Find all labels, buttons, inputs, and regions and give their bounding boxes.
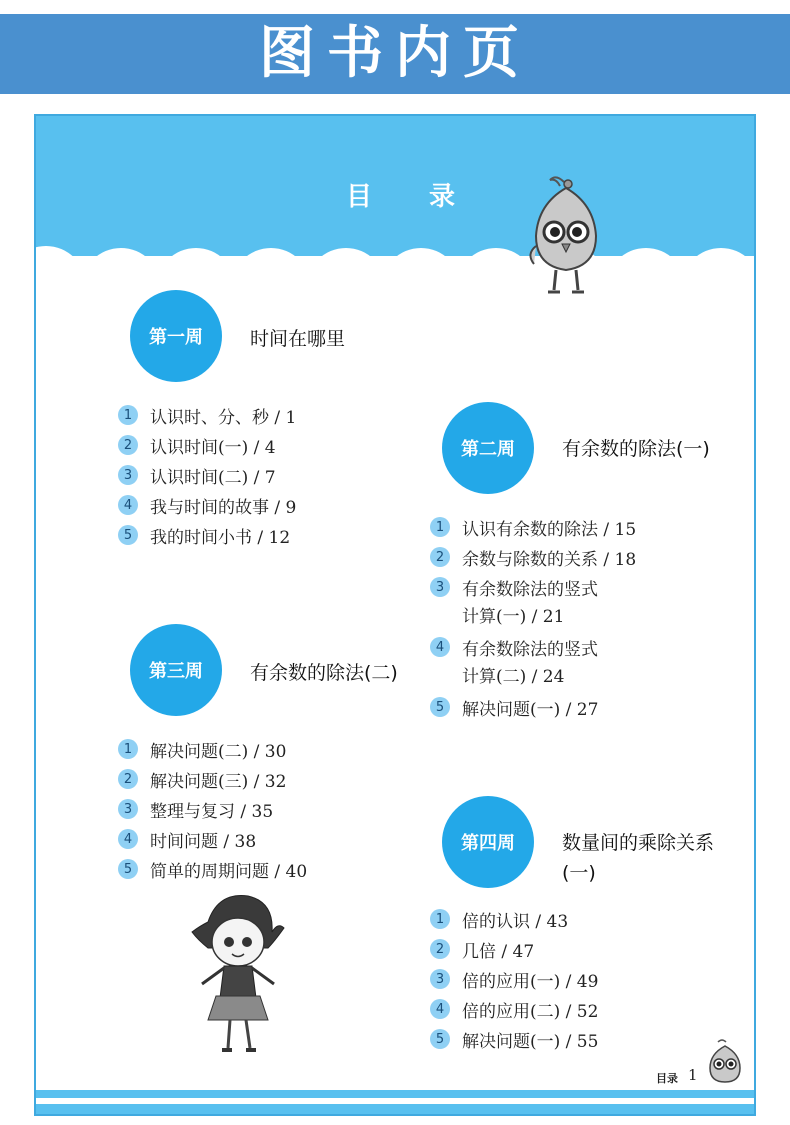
week-2-badge: 第二周 [442, 402, 534, 494]
number-badge: 4 [430, 999, 450, 1019]
list-item[interactable] [118, 794, 273, 824]
lesson-label: 我的时间小书 / 12 [150, 527, 291, 548]
number-badge: 5 [430, 1029, 450, 1049]
list-item[interactable] [118, 764, 286, 794]
list-item[interactable] [118, 734, 286, 764]
lesson-label: 倍的认识 / 43 [462, 911, 569, 932]
lesson-label: 余数与除数的关系 / 18 [462, 549, 637, 570]
lesson-label: 认识时间(一) / 4 [150, 437, 276, 458]
number-badge: 3 [430, 577, 450, 597]
lesson-label: 时间问题 / 38 [150, 831, 257, 852]
week-4-title-line2: (一) [562, 862, 596, 884]
footer-stripe-bottom [36, 1104, 754, 1114]
lesson-label: 解决问题(三) / 32 [150, 771, 287, 792]
week-4-title: 数量间的乘除关系 [562, 832, 715, 854]
number-badge: 2 [430, 547, 450, 567]
list-item[interactable] [118, 854, 307, 884]
number-badge: 2 [118, 435, 138, 455]
number-badge: 2 [430, 939, 450, 959]
list-item[interactable] [430, 512, 636, 542]
list-item[interactable] [430, 964, 598, 994]
lesson-label: 几倍 / 47 [462, 941, 535, 962]
lesson-label: 整理与复习 / 35 [150, 801, 274, 822]
banner [0, 14, 790, 94]
week-1-title: 时间在哪里 [250, 328, 346, 350]
list-item[interactable] [430, 572, 598, 602]
lesson-label: 解决问题(一) / 55 [462, 1031, 599, 1052]
footer-stripe [36, 1090, 754, 1098]
lesson-label: 倍的应用(二) / 52 [462, 1001, 599, 1022]
banner-title: 图书内页 [259, 21, 531, 86]
lesson-label: 认识有余数的除法 / 15 [462, 519, 637, 540]
number-badge: 4 [118, 495, 138, 515]
list-item[interactable] [118, 460, 276, 490]
lesson-label: 解决问题(一) / 27 [462, 699, 599, 720]
list-item[interactable] [118, 400, 296, 430]
number-badge: 5 [430, 697, 450, 717]
list-item[interactable] [118, 490, 296, 520]
week-4-badge: 第四周 [442, 796, 534, 888]
list-item[interactable] [430, 1024, 598, 1054]
lesson-continuation: 计算(一) / 21 [462, 607, 565, 627]
toc-page [34, 114, 756, 1116]
lesson-label: 有余数除法的竖式 [462, 579, 598, 600]
number-badge: 4 [118, 829, 138, 849]
number-badge: 5 [118, 859, 138, 879]
toc-title: 目 录 [346, 182, 480, 212]
number-badge: 1 [430, 517, 450, 537]
list-item[interactable] [430, 692, 598, 722]
number-badge: 1 [118, 405, 138, 425]
girl-illustration [188, 892, 288, 1060]
mascot-bird-icon [526, 174, 606, 308]
number-badge: 2 [118, 769, 138, 789]
week-3-badge: 第三周 [130, 624, 222, 716]
list-item[interactable] [430, 632, 598, 662]
list-item[interactable] [430, 934, 534, 964]
small-mascot-icon [706, 1038, 744, 1088]
lesson-continuation: 计算(二) / 24 [462, 667, 565, 687]
list-item[interactable] [430, 904, 568, 934]
lesson-label: 解决问题(二) / 30 [150, 741, 287, 762]
page-number: 1 [688, 1066, 698, 1084]
number-badge: 3 [118, 465, 138, 485]
lesson-label: 有余数除法的竖式 [462, 639, 598, 660]
list-item[interactable] [430, 994, 598, 1024]
number-badge: 1 [430, 909, 450, 929]
number-badge: 3 [118, 799, 138, 819]
lesson-label: 我与时间的故事 / 9 [150, 497, 297, 518]
list-item[interactable] [118, 430, 276, 460]
lesson-label: 倍的应用(一) / 49 [462, 971, 599, 992]
list-item[interactable] [430, 542, 636, 572]
number-badge: 4 [430, 637, 450, 657]
week-3-title: 有余数的除法(二) [250, 662, 398, 684]
list-item[interactable] [118, 824, 256, 854]
lesson-label: 简单的周期问题 / 40 [150, 861, 308, 882]
number-badge: 3 [430, 969, 450, 989]
footer-label: 目录 [656, 1072, 678, 1085]
week-1-badge: 第一周 [130, 290, 222, 382]
number-badge: 5 [118, 525, 138, 545]
cloud-border [36, 236, 754, 296]
lesson-label: 认识时间(二) / 7 [150, 467, 276, 488]
lesson-label: 认识时、分、秒 / 1 [150, 407, 297, 428]
number-badge: 1 [118, 739, 138, 759]
list-item[interactable] [118, 520, 290, 550]
week-2-title: 有余数的除法(一) [562, 438, 710, 460]
